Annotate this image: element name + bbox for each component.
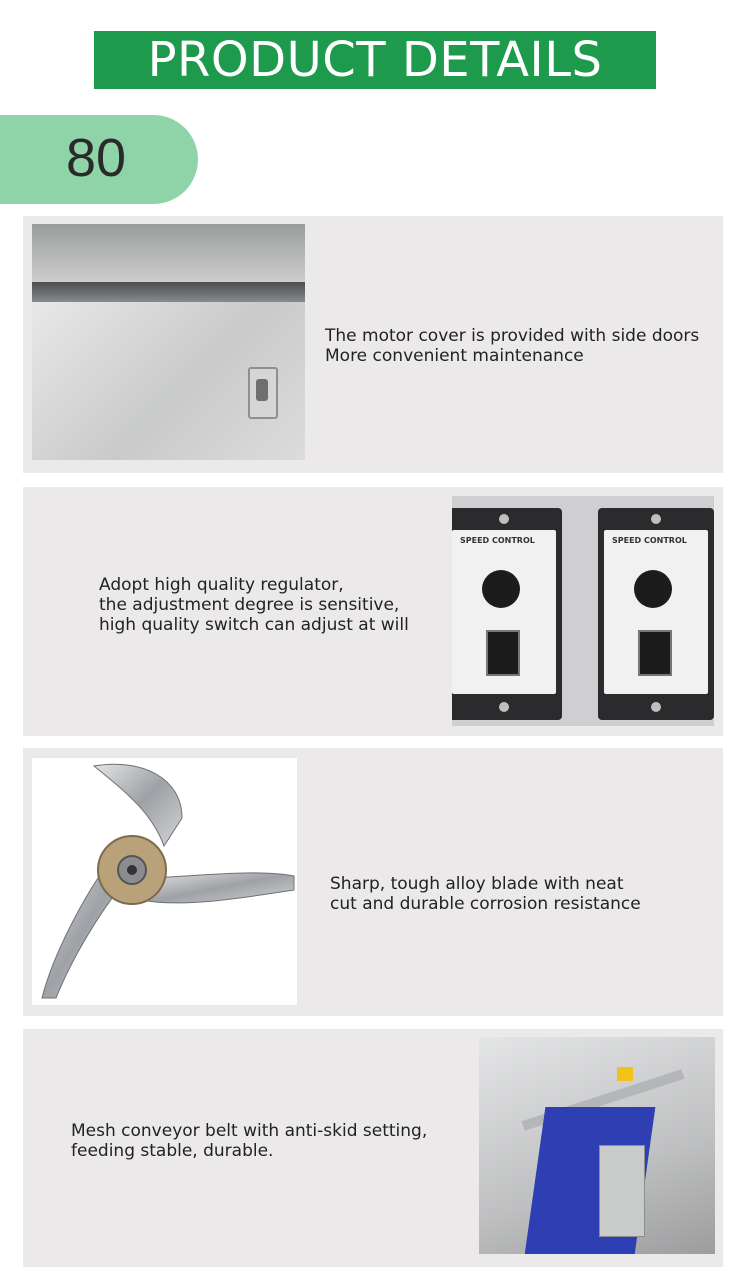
caption-line: cut and durable corrosion resistance [330,894,641,914]
caption-line: Mesh conveyor belt with anti-skid setting, [71,1121,428,1141]
feature-section-motor-cover [23,216,723,473]
blade-icon [32,758,297,1005]
title-banner [94,31,656,89]
run-switch-icon [638,630,672,676]
warning-sticker-icon [617,1067,633,1081]
number-tab [0,115,198,204]
alloy-blade-photo [32,758,297,1005]
caption-line: The motor cover is provided with side doors [325,326,700,346]
panel-label: SPEED CONTROL [460,536,535,545]
feature-caption [330,874,641,914]
latch-icon [248,367,278,419]
caption-line: More convenient maintenance [325,346,584,366]
run-switch-icon [486,630,520,676]
speed-knob-icon [482,570,520,608]
caption-line: feeding stable, durable. [71,1141,274,1161]
motor-cover-photo [32,224,305,460]
feature-section-regulator [23,487,723,736]
feature-section-blade [23,748,723,1016]
speed-control-photo [452,496,714,726]
panel-label: SPEED CONTROL [612,536,687,545]
speed-knob-icon [634,570,672,608]
caption-line: Sharp, tough alloy blade with neat [330,874,624,894]
model-number: 80 [66,128,127,188]
caption-line: Adopt high quality regulator, [99,575,344,595]
speed-control-panel [598,508,714,720]
caption-line: high quality switch can adjust at will [99,615,409,635]
feature-caption [71,1121,427,1161]
page-title: PRODUCT DETAILS [147,32,603,88]
feature-section-conveyor [23,1029,723,1267]
caption-line: the adjustment degree is sensitive, [99,595,400,615]
feature-caption [99,575,409,635]
feature-caption [325,326,699,366]
conveyor-belt-photo [479,1037,715,1254]
speed-control-panel [452,508,562,720]
